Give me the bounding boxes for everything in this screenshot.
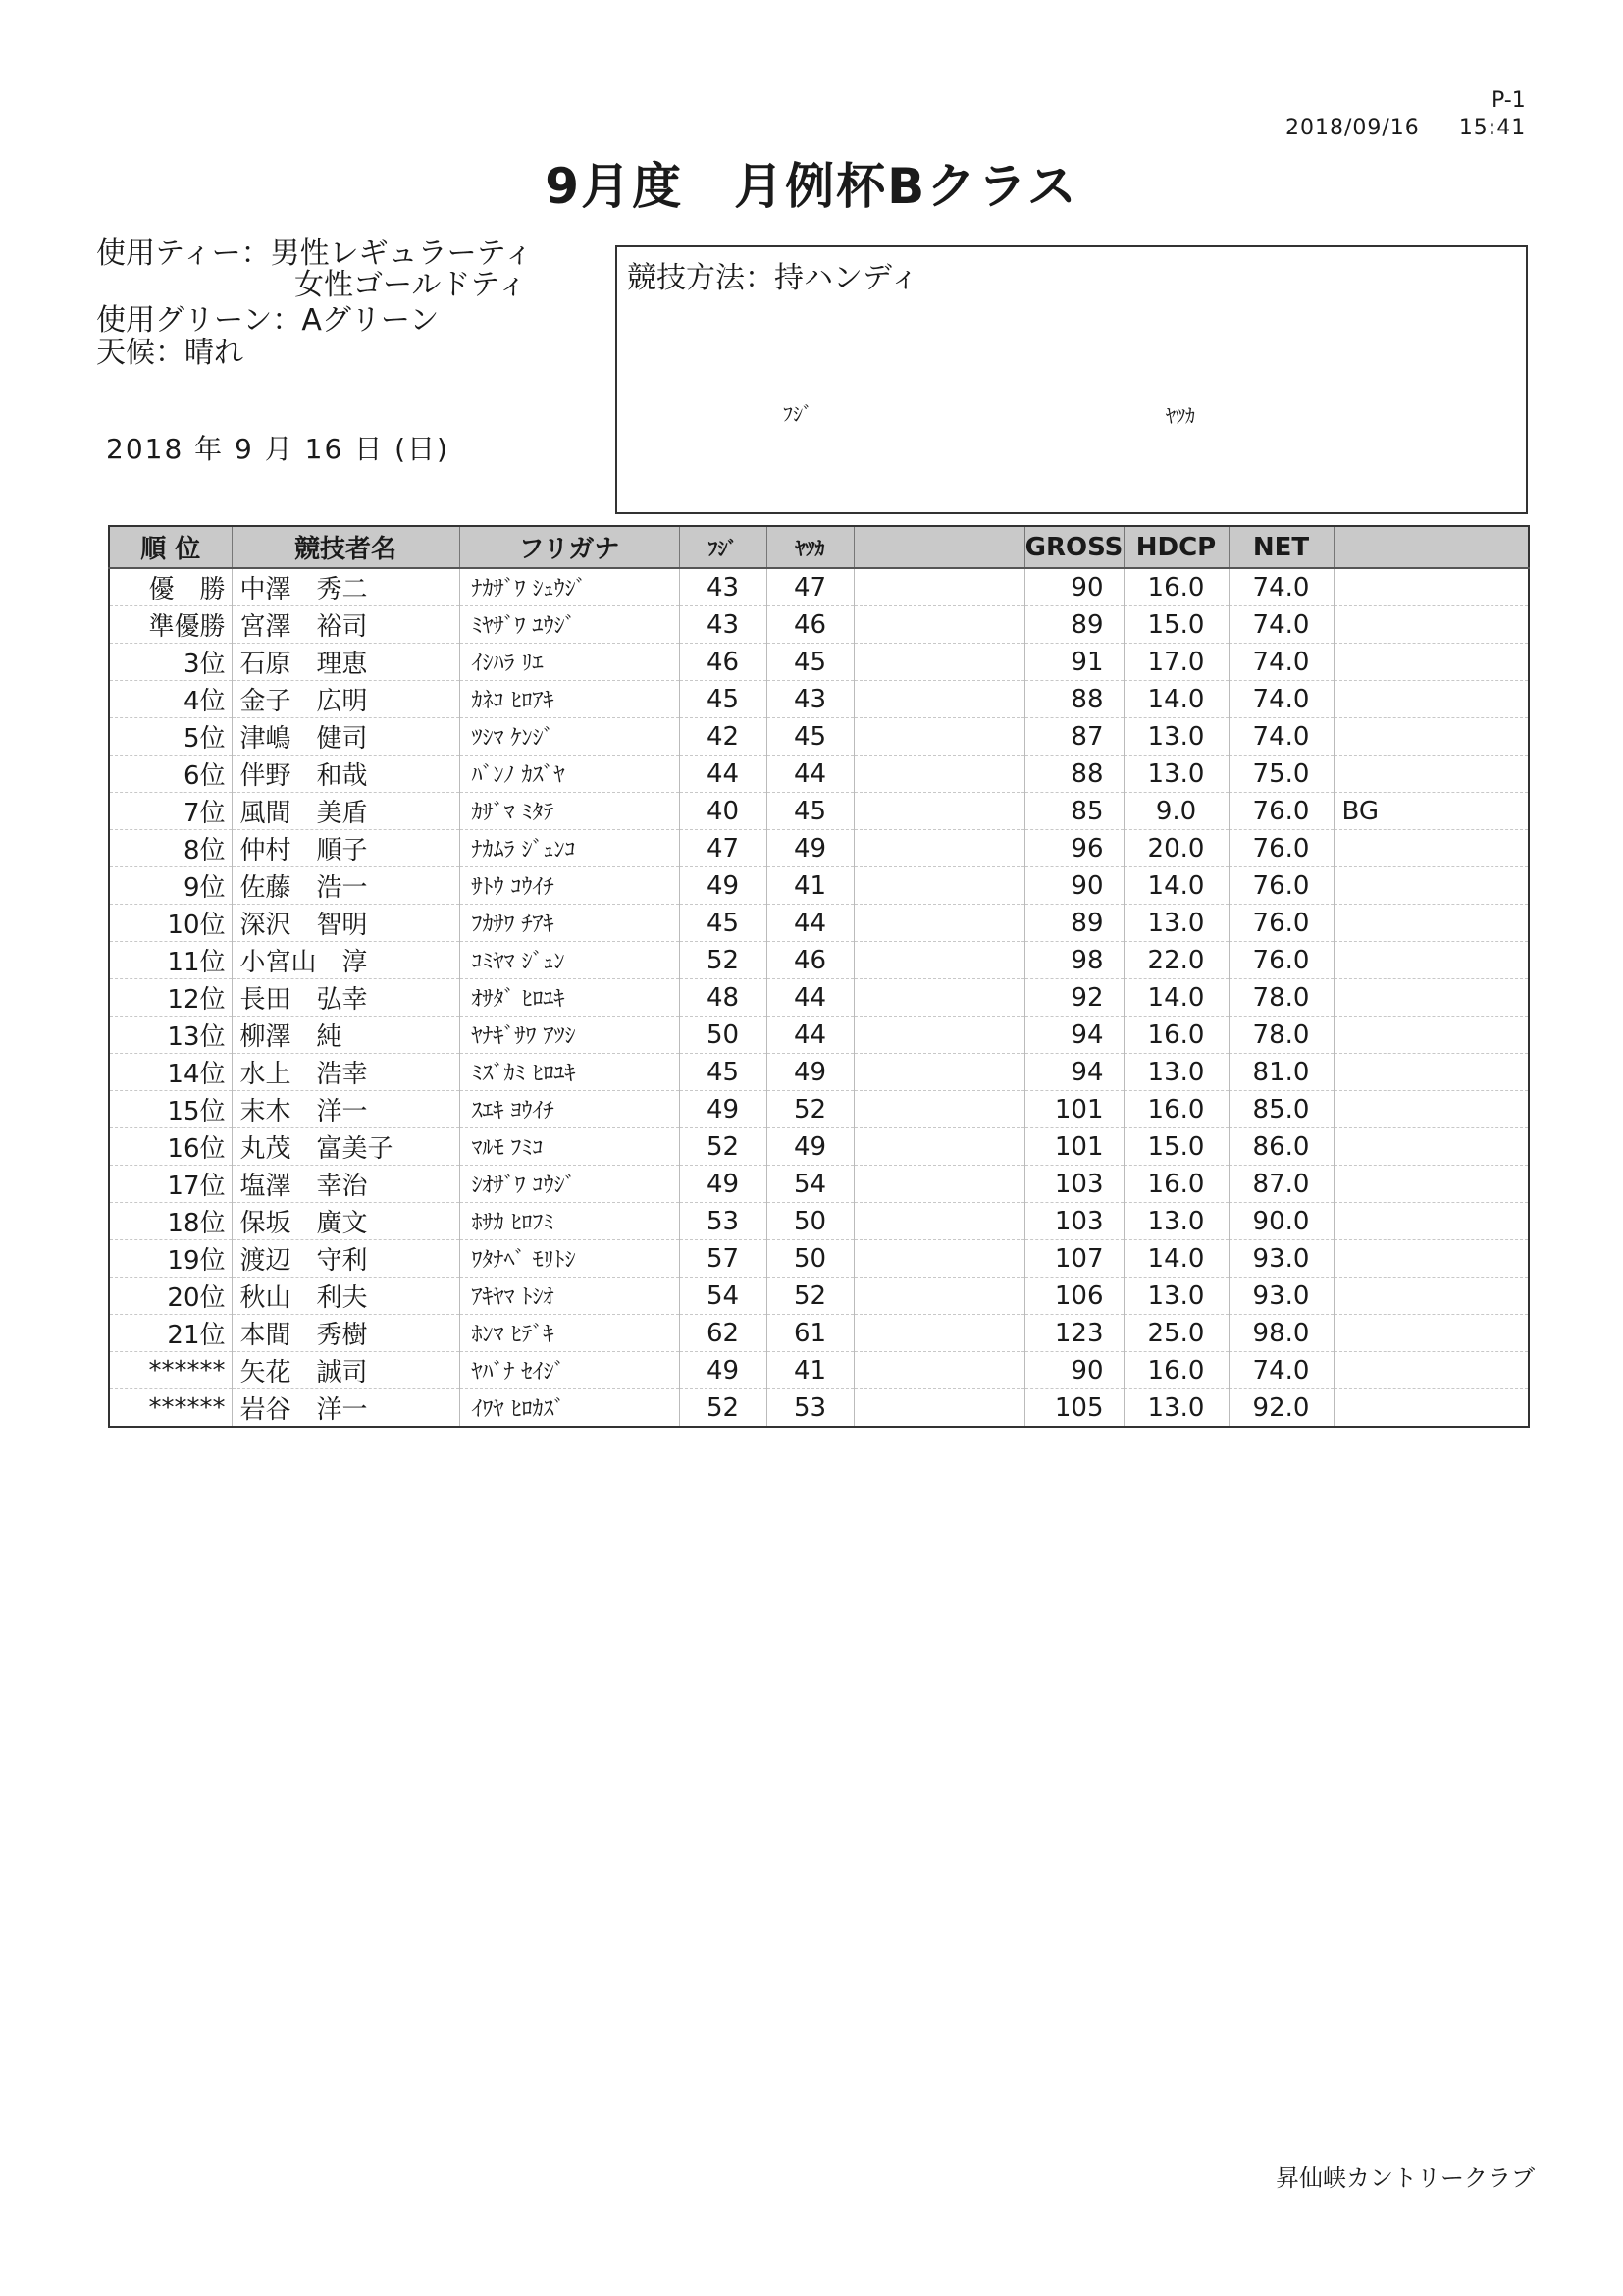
gross-cell: 90	[1024, 867, 1124, 905]
note-cell	[1334, 644, 1529, 681]
blank-cell	[854, 1128, 1024, 1166]
note-cell	[1334, 1166, 1529, 1203]
print-datetime	[1285, 116, 1526, 140]
table-row	[109, 942, 1529, 979]
kana-cell: ﾜﾀﾅﾍﾞ ﾓﾘﾄｼ	[459, 1240, 679, 1278]
name-cell: 小宮山 淳	[232, 942, 459, 979]
net-cell: 76.0	[1229, 793, 1334, 830]
yatsuka-score-cell: 54	[766, 1166, 854, 1203]
net-cell: 75.0	[1229, 756, 1334, 793]
page-title: 9月度 月例杯Bクラス	[545, 158, 1078, 215]
header-name: 競技者名	[232, 526, 459, 568]
net-cell: 74.0	[1229, 718, 1334, 756]
yatsuka-score-cell: 45	[766, 644, 854, 681]
yatsuka-score-cell: 61	[766, 1315, 854, 1352]
page-number: P-1	[1492, 88, 1526, 113]
yatsuka-score-cell: 44	[766, 905, 854, 942]
header-rank: 順 位	[109, 526, 232, 568]
rank-cell: 8位	[109, 830, 232, 867]
net-cell: 76.0	[1229, 830, 1334, 867]
note-cell	[1334, 756, 1529, 793]
gross-cell: 96	[1024, 830, 1124, 867]
rank-cell: 5位	[109, 718, 232, 756]
name-cell: 伴野 和哉	[232, 756, 459, 793]
note-cell	[1334, 830, 1529, 867]
header-fuji: ﾌｼﾞ	[679, 526, 766, 568]
header-blank	[854, 526, 1024, 568]
net-cell: 78.0	[1229, 979, 1334, 1017]
blank-cell	[854, 606, 1024, 644]
header-net: NET	[1229, 526, 1334, 568]
hdcp-cell: 14.0	[1124, 979, 1229, 1017]
hdcp-cell: 16.0	[1124, 1352, 1229, 1389]
name-cell: 水上 浩幸	[232, 1054, 459, 1091]
blank-cell	[854, 1352, 1024, 1389]
fuji-score-cell: 46	[679, 644, 766, 681]
kana-cell: ｽｴｷ ﾖｳｲﾁ	[459, 1091, 679, 1128]
course-fuji-label: ﾌｼﾞ	[783, 402, 812, 426]
net-cell: 74.0	[1229, 568, 1334, 606]
table-row	[109, 793, 1529, 830]
rank-cell: 19位	[109, 1240, 232, 1278]
hdcp-cell: 13.0	[1124, 756, 1229, 793]
net-cell: 92.0	[1229, 1389, 1334, 1428]
table-row	[109, 1315, 1529, 1352]
kana-cell: ｲﾜﾔ ﾋﾛｶｽﾞ	[459, 1389, 679, 1428]
net-cell: 76.0	[1229, 867, 1334, 905]
note-cell	[1334, 1017, 1529, 1054]
net-cell: 93.0	[1229, 1278, 1334, 1315]
gross-cell: 103	[1024, 1203, 1124, 1240]
hdcp-cell: 14.0	[1124, 681, 1229, 718]
rank-cell: 6位	[109, 756, 232, 793]
header-gross: GROSS	[1024, 526, 1124, 568]
yatsuka-score-cell: 52	[766, 1091, 854, 1128]
blank-cell	[854, 1017, 1024, 1054]
blank-cell	[854, 1315, 1024, 1352]
rank-cell: 12位	[109, 979, 232, 1017]
gross-cell: 89	[1024, 606, 1124, 644]
note-cell	[1334, 942, 1529, 979]
rank-cell: 21位	[109, 1315, 232, 1352]
fuji-score-cell: 50	[679, 1017, 766, 1054]
table-row	[109, 1128, 1529, 1166]
note-cell	[1334, 1389, 1529, 1428]
table-row	[109, 905, 1529, 942]
rank-cell: ******	[109, 1389, 232, 1428]
rank-cell: 10位	[109, 905, 232, 942]
print-date: 2018/09/16	[1285, 116, 1420, 140]
yatsuka-score-cell: 41	[766, 1352, 854, 1389]
yatsuka-score-cell: 45	[766, 793, 854, 830]
note-cell	[1334, 1128, 1529, 1166]
tee-info-women: 女性ゴールドティ	[294, 268, 527, 302]
gross-cell: 98	[1024, 942, 1124, 979]
fuji-score-cell: 45	[679, 1054, 766, 1091]
yatsuka-score-cell: 46	[766, 942, 854, 979]
kana-cell: ｲｼﾊﾗ ﾘｴ	[459, 644, 679, 681]
gross-cell: 91	[1024, 644, 1124, 681]
name-cell: 本間 秀樹	[232, 1315, 459, 1352]
rank-cell: 14位	[109, 1054, 232, 1091]
kana-cell: ﾌｶｻﾜ ﾁｱｷ	[459, 905, 679, 942]
name-cell: 深沢 智明	[232, 905, 459, 942]
name-cell: 中澤 秀二	[232, 568, 459, 606]
note-cell	[1334, 568, 1529, 606]
yatsuka-score-cell: 41	[766, 867, 854, 905]
name-cell: 佐藤 浩一	[232, 867, 459, 905]
rank-cell: 7位	[109, 793, 232, 830]
note-cell	[1334, 1278, 1529, 1315]
name-cell: 宮澤 裕司	[232, 606, 459, 644]
fuji-score-cell: 43	[679, 606, 766, 644]
kana-cell: ﾎﾝﾏ ﾋﾃﾞｷ	[459, 1315, 679, 1352]
gross-cell: 105	[1024, 1389, 1124, 1428]
gross-cell: 90	[1024, 1352, 1124, 1389]
fuji-score-cell: 45	[679, 905, 766, 942]
fuji-score-cell: 54	[679, 1278, 766, 1315]
hdcp-cell: 13.0	[1124, 1389, 1229, 1428]
fuji-score-cell: 47	[679, 830, 766, 867]
hdcp-cell: 16.0	[1124, 1166, 1229, 1203]
kana-cell: ｱｷﾔﾏ ﾄｼｵ	[459, 1278, 679, 1315]
net-cell: 76.0	[1229, 942, 1334, 979]
table-row	[109, 681, 1529, 718]
kana-cell: ﾐﾔｻﾞﾜ ﾕｳｼﾞ	[459, 606, 679, 644]
table-row	[109, 1091, 1529, 1128]
results-table	[108, 525, 1530, 1428]
table-row	[109, 1054, 1529, 1091]
blank-cell	[854, 568, 1024, 606]
table-row	[109, 606, 1529, 644]
net-cell: 93.0	[1229, 1240, 1334, 1278]
rank-cell: 9位	[109, 867, 232, 905]
tee-info: 使用ティー：男性レギュラーティ	[96, 236, 534, 271]
kana-cell: ｵｻﾀﾞ ﾋﾛﾕｷ	[459, 979, 679, 1017]
hdcp-cell: 15.0	[1124, 606, 1229, 644]
print-time: 15:41	[1458, 116, 1527, 140]
blank-cell	[854, 1240, 1024, 1278]
table-row	[109, 1203, 1529, 1240]
kana-cell: ｺﾐﾔﾏ ｼﾞｭﾝ	[459, 942, 679, 979]
gross-cell: 107	[1024, 1240, 1124, 1278]
hdcp-cell: 14.0	[1124, 867, 1229, 905]
table-row	[109, 867, 1529, 905]
kana-cell: ｶﾈｺ ﾋﾛｱｷ	[459, 681, 679, 718]
competition-method-box	[615, 245, 1528, 514]
event-date: 2018 年 9 月 16 日 (日)	[106, 433, 449, 465]
name-cell: 石原 理恵	[232, 644, 459, 681]
name-cell: 丸茂 富美子	[232, 1128, 459, 1166]
note-cell	[1334, 1054, 1529, 1091]
kana-cell: ｶｻﾞﾏ ﾐﾀﾃ	[459, 793, 679, 830]
yatsuka-score-cell: 44	[766, 756, 854, 793]
blank-cell	[854, 718, 1024, 756]
name-cell: 風間 美盾	[232, 793, 459, 830]
blank-cell	[854, 793, 1024, 830]
table-row	[109, 1278, 1529, 1315]
hdcp-cell: 20.0	[1124, 830, 1229, 867]
rank-cell: 11位	[109, 942, 232, 979]
net-cell: 76.0	[1229, 905, 1334, 942]
rank-cell: 15位	[109, 1091, 232, 1128]
kana-cell: ｼｵｻﾞﾜ ｺｳｼﾞ	[459, 1166, 679, 1203]
note-cell	[1334, 718, 1529, 756]
fuji-score-cell: 49	[679, 1091, 766, 1128]
rank-cell: 20位	[109, 1278, 232, 1315]
rank-cell: 17位	[109, 1166, 232, 1203]
kana-cell: ｻﾄｳ ｺｳｲﾁ	[459, 867, 679, 905]
net-cell: 74.0	[1229, 1352, 1334, 1389]
hdcp-cell: 22.0	[1124, 942, 1229, 979]
gross-cell: 101	[1024, 1091, 1124, 1128]
blank-cell	[854, 830, 1024, 867]
note-cell	[1334, 1240, 1529, 1278]
kana-cell: ﾅｶｻﾞﾜ ｼｭｳｼﾞ	[459, 568, 679, 606]
kana-cell: ﾅｶﾑﾗ ｼﾞｭﾝｺ	[459, 830, 679, 867]
hdcp-cell: 13.0	[1124, 718, 1229, 756]
gross-cell: 85	[1024, 793, 1124, 830]
rank-cell: 4位	[109, 681, 232, 718]
fuji-score-cell: 49	[679, 1166, 766, 1203]
yatsuka-score-cell: 52	[766, 1278, 854, 1315]
table-row	[109, 718, 1529, 756]
fuji-score-cell: 48	[679, 979, 766, 1017]
fuji-score-cell: 44	[679, 756, 766, 793]
kana-cell: ﾐｽﾞｶﾐ ﾋﾛﾕｷ	[459, 1054, 679, 1091]
kana-cell: ﾎｻｶ ﾋﾛﾌﾐ	[459, 1203, 679, 1240]
hdcp-cell: 17.0	[1124, 644, 1229, 681]
hdcp-cell: 13.0	[1124, 905, 1229, 942]
name-cell: 保坂 廣文	[232, 1203, 459, 1240]
fuji-score-cell: 52	[679, 1389, 766, 1428]
note-cell	[1334, 979, 1529, 1017]
name-cell: 渡辺 守利	[232, 1240, 459, 1278]
yatsuka-score-cell: 49	[766, 830, 854, 867]
note-cell	[1334, 867, 1529, 905]
name-cell: 津嶋 健司	[232, 718, 459, 756]
name-cell: 金子 広明	[232, 681, 459, 718]
yatsuka-score-cell: 44	[766, 979, 854, 1017]
yatsuka-score-cell: 46	[766, 606, 854, 644]
net-cell: 81.0	[1229, 1054, 1334, 1091]
table-row	[109, 979, 1529, 1017]
fuji-score-cell: 57	[679, 1240, 766, 1278]
gross-cell: 92	[1024, 979, 1124, 1017]
gross-cell: 123	[1024, 1315, 1124, 1352]
kana-cell: ﾔﾅｷﾞｻﾜ ｱﾂｼ	[459, 1017, 679, 1054]
note-cell: BG	[1334, 793, 1529, 830]
note-cell	[1334, 1352, 1529, 1389]
header-hdcp: HDCP	[1124, 526, 1229, 568]
name-cell: 秋山 利夫	[232, 1278, 459, 1315]
note-cell	[1334, 681, 1529, 718]
club-name: 昇仙峡カントリークラブ	[1276, 2165, 1535, 2192]
note-cell	[1334, 1315, 1529, 1352]
gross-cell: 94	[1024, 1017, 1124, 1054]
blank-cell	[854, 1091, 1024, 1128]
table-row	[109, 1389, 1529, 1428]
note-cell	[1334, 905, 1529, 942]
competition-method-label: 競技方法：持ハンディ	[627, 261, 919, 295]
header-note	[1334, 526, 1529, 568]
hdcp-cell: 16.0	[1124, 1017, 1229, 1054]
net-cell: 98.0	[1229, 1315, 1334, 1352]
fuji-score-cell: 49	[679, 1352, 766, 1389]
yatsuka-score-cell: 43	[766, 681, 854, 718]
rank-cell: 優 勝	[109, 568, 232, 606]
gross-cell: 87	[1024, 718, 1124, 756]
table-row	[109, 644, 1529, 681]
note-cell	[1334, 1091, 1529, 1128]
yatsuka-score-cell: 49	[766, 1128, 854, 1166]
fuji-score-cell: 49	[679, 867, 766, 905]
blank-cell	[854, 1278, 1024, 1315]
gross-cell: 88	[1024, 756, 1124, 793]
fuji-score-cell: 40	[679, 793, 766, 830]
fuji-score-cell: 52	[679, 1128, 766, 1166]
header-kana: フリガナ	[459, 526, 679, 568]
blank-cell	[854, 644, 1024, 681]
gross-cell: 103	[1024, 1166, 1124, 1203]
blank-cell	[854, 1054, 1024, 1091]
kana-cell: ﾂｼﾏ ｹﾝｼﾞ	[459, 718, 679, 756]
hdcp-cell: 13.0	[1124, 1278, 1229, 1315]
net-cell: 74.0	[1229, 681, 1334, 718]
hdcp-cell: 13.0	[1124, 1054, 1229, 1091]
net-cell: 86.0	[1229, 1128, 1334, 1166]
green-info: 使用グリーン：Aグリーン	[96, 303, 440, 338]
gross-cell: 106	[1024, 1278, 1124, 1315]
net-cell: 87.0	[1229, 1166, 1334, 1203]
net-cell: 90.0	[1229, 1203, 1334, 1240]
hdcp-cell: 9.0	[1124, 793, 1229, 830]
net-cell: 74.0	[1229, 644, 1334, 681]
course-yatsuka-label: ﾔﾂｶ	[1166, 404, 1195, 428]
blank-cell	[854, 681, 1024, 718]
yatsuka-score-cell: 50	[766, 1240, 854, 1278]
hdcp-cell: 25.0	[1124, 1315, 1229, 1352]
yatsuka-score-cell: 47	[766, 568, 854, 606]
fuji-score-cell: 42	[679, 718, 766, 756]
rank-cell: 18位	[109, 1203, 232, 1240]
name-cell: 矢花 誠司	[232, 1352, 459, 1389]
gross-cell: 94	[1024, 1054, 1124, 1091]
gross-cell: 88	[1024, 681, 1124, 718]
table-row	[109, 830, 1529, 867]
blank-cell	[854, 756, 1024, 793]
hdcp-cell: 14.0	[1124, 1240, 1229, 1278]
fuji-score-cell: 52	[679, 942, 766, 979]
table-row	[109, 1017, 1529, 1054]
rank-cell: 準優勝	[109, 606, 232, 644]
hdcp-cell: 15.0	[1124, 1128, 1229, 1166]
blank-cell	[854, 942, 1024, 979]
net-cell: 74.0	[1229, 606, 1334, 644]
name-cell: 仲村 順子	[232, 830, 459, 867]
gross-cell: 89	[1024, 905, 1124, 942]
hdcp-cell: 16.0	[1124, 568, 1229, 606]
table-row	[109, 1240, 1529, 1278]
hdcp-cell: 13.0	[1124, 1203, 1229, 1240]
fuji-score-cell: 62	[679, 1315, 766, 1352]
fuji-score-cell: 53	[679, 1203, 766, 1240]
yatsuka-score-cell: 49	[766, 1054, 854, 1091]
rank-cell: 3位	[109, 644, 232, 681]
table-row	[109, 756, 1529, 793]
weather-info: 天候：晴れ	[96, 336, 243, 370]
name-cell: 長田 弘幸	[232, 979, 459, 1017]
name-cell: 末木 洋一	[232, 1091, 459, 1128]
kana-cell: ﾔﾊﾞﾅ ｾｲｼﾞ	[459, 1352, 679, 1389]
table-header-row	[109, 526, 1529, 568]
name-cell: 岩谷 洋一	[232, 1389, 459, 1428]
note-cell	[1334, 1203, 1529, 1240]
gross-cell: 101	[1024, 1128, 1124, 1166]
gross-cell: 90	[1024, 568, 1124, 606]
fuji-score-cell: 45	[679, 681, 766, 718]
name-cell: 柳澤 純	[232, 1017, 459, 1054]
note-cell	[1334, 606, 1529, 644]
yatsuka-score-cell: 45	[766, 718, 854, 756]
table-row	[109, 1166, 1529, 1203]
rank-cell: 16位	[109, 1128, 232, 1166]
kana-cell: ﾊﾞﾝﾉ ｶｽﾞﾔ	[459, 756, 679, 793]
net-cell: 78.0	[1229, 1017, 1334, 1054]
header-yatsuka: ﾔﾂｶ	[766, 526, 854, 568]
hdcp-cell: 16.0	[1124, 1091, 1229, 1128]
table-row	[109, 568, 1529, 606]
fuji-score-cell: 43	[679, 568, 766, 606]
kana-cell: ﾏﾙﾓ ﾌﾐｺ	[459, 1128, 679, 1166]
yatsuka-score-cell: 53	[766, 1389, 854, 1428]
blank-cell	[854, 979, 1024, 1017]
net-cell: 85.0	[1229, 1091, 1334, 1128]
name-cell: 塩澤 幸治	[232, 1166, 459, 1203]
yatsuka-score-cell: 50	[766, 1203, 854, 1240]
blank-cell	[854, 1203, 1024, 1240]
blank-cell	[854, 867, 1024, 905]
blank-cell	[854, 905, 1024, 942]
blank-cell	[854, 1166, 1024, 1203]
rank-cell: ******	[109, 1352, 232, 1389]
rank-cell: 13位	[109, 1017, 232, 1054]
yatsuka-score-cell: 44	[766, 1017, 854, 1054]
blank-cell	[854, 1389, 1024, 1428]
table-row	[109, 1352, 1529, 1389]
